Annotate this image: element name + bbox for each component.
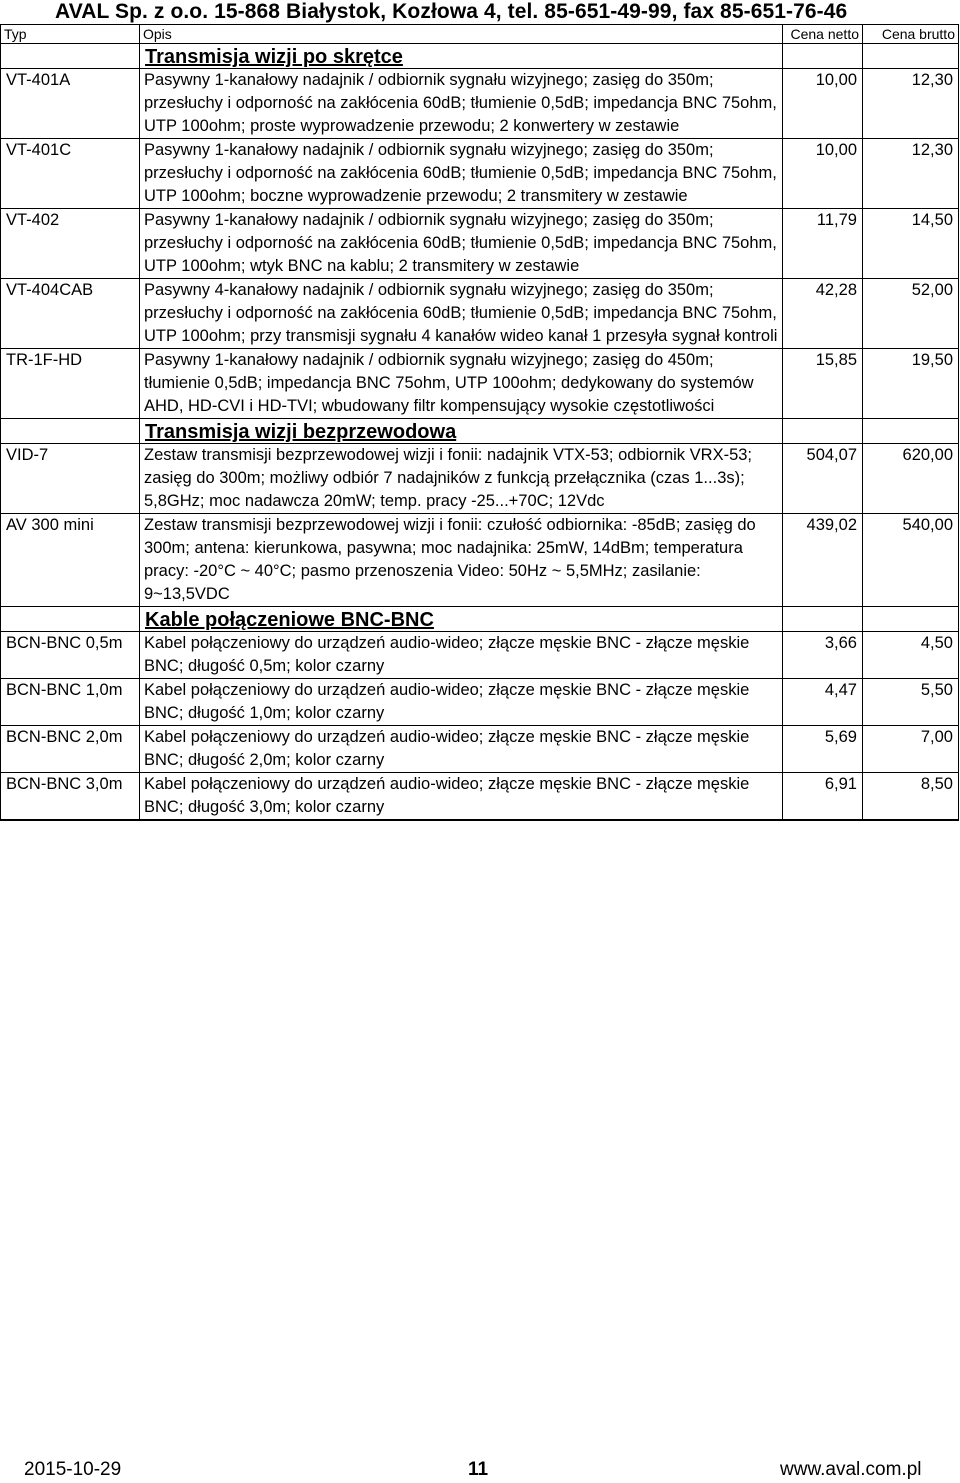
table-row xyxy=(1,69,959,139)
product-code: BCN-BNC 1,0m xyxy=(1,679,140,726)
section-header-row xyxy=(1,607,959,632)
price-gross: 540,00 xyxy=(863,514,959,607)
price-net: 439,02 xyxy=(783,514,863,607)
product-code: BCN-BNC 3,0m xyxy=(1,773,140,821)
product-code: VT-401C xyxy=(1,139,140,209)
product-description: Pasywny 1-kanałowy nadajnik / odbiornik sygnału wizyjnego; zasięg do 450m; tłumienie 0,5dB; impedancja BNC 75ohm, UTP 100ohm; dedykowany do systemów AHD, HD-CVI i HD-TVI; wbudowany filtr kompensujący wysokie częstotliwości xyxy=(140,349,783,419)
product-description: Kabel połączeniowy do urządzeń audio-wideo; złącze męskie BNC - złącze męskie BNC; długość 0,5m; kolor czarny xyxy=(140,632,783,679)
product-code: BCN-BNC 0,5m xyxy=(1,632,140,679)
table-row xyxy=(1,279,959,349)
price-net: 6,91 xyxy=(783,773,863,821)
price-net: 11,79 xyxy=(783,209,863,279)
product-code: VT-401A xyxy=(1,69,140,139)
column-header-opis: Opis xyxy=(140,25,783,44)
price-net: 5,69 xyxy=(783,726,863,773)
price-net: 10,00 xyxy=(783,139,863,209)
price-net: 15,85 xyxy=(783,349,863,419)
product-description: Pasywny 1-kanałowy nadajnik / odbiornik sygnału wizyjnego; zasięg do 350m; przesłuchy i odporność na zakłócenia 60dB; tłumienie 0,5dB; impedancja BNC 75ohm, UTP 100ohm; wtyk BNC na kablu; 2 transmitery w zestawie xyxy=(140,209,783,279)
section-title: Kable połączeniowe BNC-BNC xyxy=(140,607,783,632)
table-row xyxy=(1,514,959,607)
price-net: 3,66 xyxy=(783,632,863,679)
price-gross: 52,00 xyxy=(863,279,959,349)
price-net: 504,07 xyxy=(783,444,863,514)
column-header-typ: Typ xyxy=(1,25,140,44)
footer-website: www.aval.com.pl xyxy=(780,1459,922,1480)
product-description: Kabel połączeniowy do urządzeń audio-wideo; złącze męskie BNC - złącze męskie BNC; długość 3,0m; kolor czarny xyxy=(140,773,783,821)
product-code: AV 300 mini xyxy=(1,514,140,607)
product-code: BCN-BNC 2,0m xyxy=(1,726,140,773)
table-header-row xyxy=(1,25,959,44)
section-title: Transmisja wizji po skrętce xyxy=(140,44,783,69)
price-gross: 8,50 xyxy=(863,773,959,821)
product-code: VT-404CAB xyxy=(1,279,140,349)
table-row xyxy=(1,726,959,773)
page-number: 11 xyxy=(468,1459,489,1480)
product-description: Kabel połączeniowy do urządzeń audio-wideo; złącze męskie BNC - złącze męskie BNC; długość 2,0m; kolor czarny xyxy=(140,726,783,773)
product-description: Pasywny 1-kanałowy nadajnik / odbiornik sygnału wizyjnego; zasięg do 350m; przesłuchy i odporność na zakłócenia 60dB; tłumienie 0,5dB; impedancja BNC 75ohm, UTP 100ohm; boczne wyprowadzenie przewodu; 2 transmitery w zestawie xyxy=(140,139,783,209)
product-description: Zestaw transmisji bezprzewodowej wizji i fonii: nadajnik VTX-53; odbiornik VRX-53; zasięg do 300m; możliwy odbiór 7 nadajników z funkcją przełącznika (czas 1...3s); 5,8GHz; moc nadawcza 20mW; temp. pracy -25...+70C; 12Vdc xyxy=(140,444,783,514)
price-net: 10,00 xyxy=(783,69,863,139)
price-gross: 620,00 xyxy=(863,444,959,514)
table-row xyxy=(1,209,959,279)
price-net: 42,28 xyxy=(783,279,863,349)
price-gross: 4,50 xyxy=(863,632,959,679)
product-code: VT-402 xyxy=(1,209,140,279)
product-description: Pasywny 1-kanałowy nadajnik / odbiornik sygnału wizyjnego; zasięg do 350m; przesłuchy i odporność na zakłócenia 60dB; tłumienie 0,5dB; impedancja BNC 75ohm, UTP 100ohm; proste wyprowadzenie przewodu; 2 konwertery w zestawie xyxy=(140,69,783,139)
product-code: VID-7 xyxy=(1,444,140,514)
price-gross: 7,00 xyxy=(863,726,959,773)
price-gross: 5,50 xyxy=(863,679,959,726)
product-code: TR-1F-HD xyxy=(1,349,140,419)
price-gross: 14,50 xyxy=(863,209,959,279)
price-gross: 12,30 xyxy=(863,139,959,209)
product-description: Kabel połączeniowy do urządzeń audio-wideo; złącze męskie BNC - złącze męskie BNC; długość 1,0m; kolor czarny xyxy=(140,679,783,726)
table-row xyxy=(1,773,959,821)
section-header-row xyxy=(1,419,959,444)
table-row xyxy=(1,349,959,419)
column-header-netto: Cena netto xyxy=(783,25,863,44)
table-row xyxy=(1,679,959,726)
table-row xyxy=(1,139,959,209)
price-gross: 12,30 xyxy=(863,69,959,139)
product-description: Zestaw transmisji bezprzewodowej wizji i fonii: czułość odbiornika: -85dB; zasięg do 300m; antena: kierunkowa, pasywna; moc nadajnika: 25mW, 14dBm; temperatura pracy: -20°C ~ 40°C; pasmo przenoszenia Video: 50Hz ~ 5,5MHz; zasilanie: 9~13,5VDC xyxy=(140,514,783,607)
section-header-row xyxy=(1,44,959,69)
price-net: 4,47 xyxy=(783,679,863,726)
table-row xyxy=(1,444,959,514)
company-header: AVAL Sp. z o.o. 15-868 Białystok, Kozłowa 4, tel. 85-651-49-99, fax 85-651-76-46 xyxy=(55,0,848,23)
footer-date: 2015-10-29 xyxy=(24,1459,122,1480)
column-header-brutto: Cena brutto xyxy=(863,25,959,44)
price-gross: 19,50 xyxy=(863,349,959,419)
table-row xyxy=(1,632,959,679)
price-list-table xyxy=(0,24,959,821)
product-description: Pasywny 4-kanałowy nadajnik / odbiornik sygnału wizyjnego; zasięg do 350m; przesłuchy i odporność na zakłócenia 60dB; tłumienie 0,5dB; impedancja BNC 75ohm, UTP 100ohm; przy transmisji sygnału 4 kanałów wideo kanał 1 przesyła sygnał kontroli xyxy=(140,279,783,349)
section-title: Transmisja wizji bezprzewodowa xyxy=(140,419,783,444)
